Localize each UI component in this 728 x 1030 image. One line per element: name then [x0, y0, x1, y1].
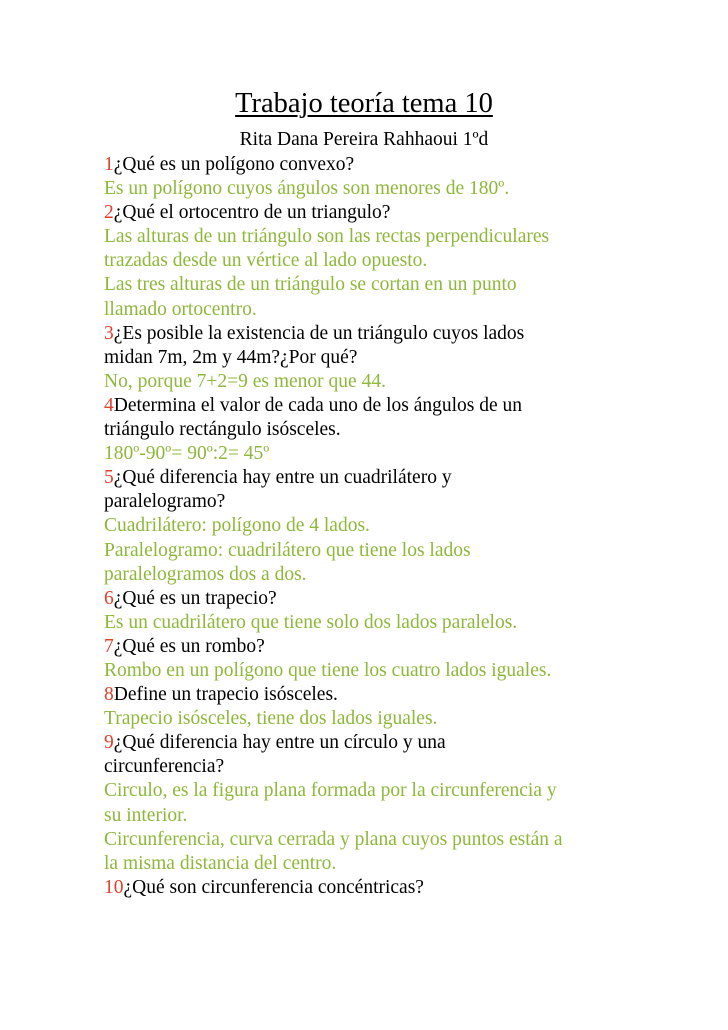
question-line — [104, 322, 704, 346]
document-title — [0, 86, 728, 122]
document-title-text: Trabajo teoría tema 10 — [235, 88, 493, 119]
answer-text: Es un polígono cuyos ángulos son menores de 180º. — [104, 178, 510, 200]
question-line — [104, 418, 704, 442]
answer-line — [104, 225, 704, 249]
answer-line — [104, 177, 704, 201]
answer-text: Las alturas de un triángulo son las rectas perpendiculares — [104, 226, 550, 248]
question-text: ¿Qué diferencia hay entre un cuadrilátero y — [113, 467, 452, 489]
answer-line — [104, 707, 704, 731]
question-text: ¿Qué es un rombo? — [113, 635, 265, 657]
question-number: 3 — [104, 322, 114, 344]
question-number: 1 — [104, 154, 114, 175]
question-text: ¿Qué es un polígono convexo? — [113, 154, 355, 175]
answer-line — [104, 563, 704, 587]
answer-line — [104, 370, 704, 394]
question-text: Determina el valor de cada uno de los ángulos de un — [113, 394, 523, 416]
answer-text: Rombo en un polígono que tiene los cuatro lados iguales. — [104, 659, 552, 681]
question-line — [104, 755, 704, 779]
answer-text: Cuadrilátero: polígono de 4 lados. — [104, 515, 370, 537]
question-text: paralelogramo? — [104, 491, 226, 513]
answer-text: Circulo, es la figura plana formada por la circunferencia y — [104, 780, 557, 802]
answer-text: 180º-90º= 90º:2= 45º — [104, 443, 270, 465]
question-text: ¿Es posible la existencia de un triángulo cuyos lados — [113, 322, 525, 344]
question-text: Define un trapecio isósceles. — [113, 684, 338, 706]
question-line — [104, 635, 704, 659]
answer-line — [104, 539, 704, 563]
question-number: 2 — [104, 202, 114, 224]
question-line — [104, 587, 704, 611]
answer-line — [104, 852, 704, 876]
answer-text: Es un cuadrilátero que tiene solo dos lados paralelos. — [104, 611, 518, 633]
question-line — [104, 201, 704, 225]
answer-text: No, porque 7+2=9 es menor que 44. — [104, 370, 386, 392]
answer-text: Paralelogramo: cuadrilátero que tiene los lados — [104, 539, 471, 561]
question-number: 9 — [104, 732, 114, 754]
question-text: circunferencia? — [104, 756, 225, 778]
question-line — [104, 466, 704, 490]
answer-line — [104, 298, 704, 322]
question-line — [104, 490, 704, 514]
author-line: Rita Dana Pereira Rahhaoui 1ºd — [239, 129, 489, 150]
question-line — [104, 683, 704, 707]
answer-line — [104, 611, 704, 635]
question-number: 4 — [104, 394, 114, 416]
answer-line — [104, 779, 704, 803]
question-text: ¿Qué son circunferencia concéntricas? — [123, 876, 424, 898]
question-line — [104, 876, 704, 900]
question-number: 5 — [104, 467, 114, 489]
question-text: ¿Qué el ortocentro de un triangulo? — [113, 202, 391, 224]
question-number: 10 — [104, 876, 124, 898]
answer-line — [104, 659, 704, 683]
answer-line — [104, 249, 704, 273]
document-body — [104, 153, 704, 900]
answer-line — [104, 828, 704, 852]
answer-line — [104, 514, 704, 538]
question-number: 7 — [104, 635, 114, 657]
answer-text: su interior. — [104, 804, 188, 826]
question-text: midan 7m, 2m y 44m?¿Por qué? — [104, 346, 358, 368]
answer-text: Circunferencia, curva cerrada y plana cuyos puntos están a — [104, 828, 563, 850]
answer-line — [104, 273, 704, 297]
question-text: ¿Qué es un trapecio? — [113, 587, 277, 609]
question-number: 8 — [104, 684, 114, 706]
answer-text: llamado ortocentro. — [104, 298, 257, 320]
answer-text: Las tres alturas de un triángulo se cortan en un punto — [104, 274, 517, 296]
answer-text: Trapecio isósceles, tiene dos lados iguales. — [104, 708, 438, 730]
answer-text: la misma distancia del centro. — [104, 852, 337, 874]
question-text: triángulo rectángulo isósceles. — [104, 419, 341, 441]
question-line — [104, 731, 704, 755]
answer-line — [104, 804, 704, 828]
answer-line — [104, 442, 704, 466]
question-line — [104, 346, 704, 370]
answer-text: paralelogramos dos a dos. — [104, 563, 307, 585]
question-line — [104, 153, 704, 177]
question-line — [104, 394, 704, 418]
question-number: 6 — [104, 587, 114, 609]
answer-text: trazadas desde un vértice al lado opuesto. — [104, 250, 428, 272]
question-text: ¿Qué diferencia hay entre un círculo y una — [113, 732, 446, 754]
